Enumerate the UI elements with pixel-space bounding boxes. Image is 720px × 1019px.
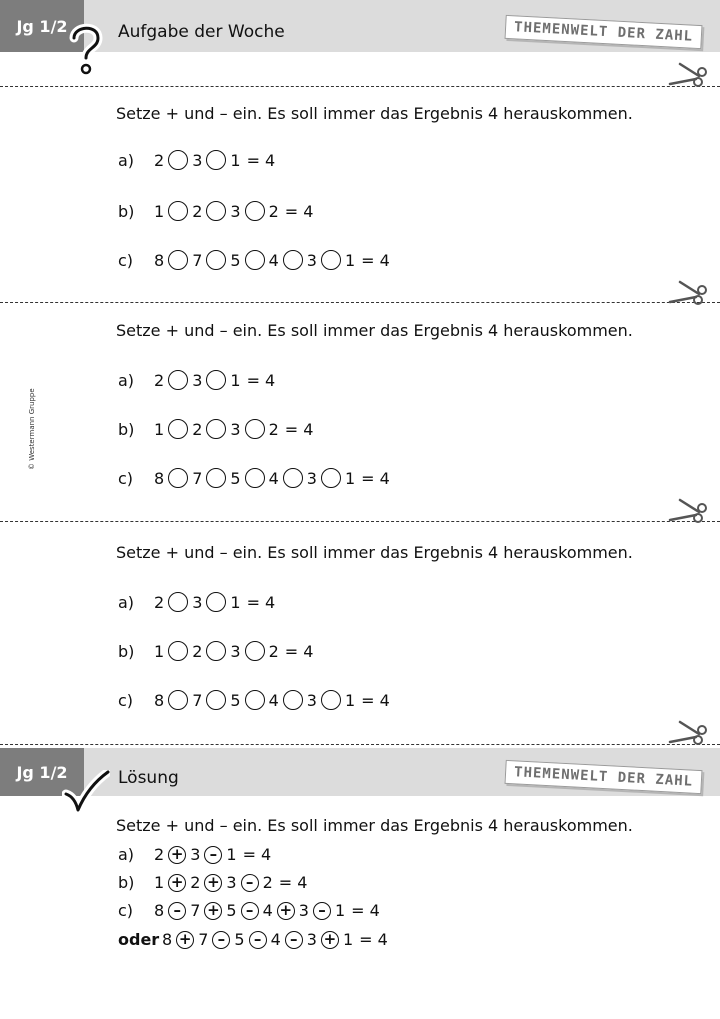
task-row-b [118,201,313,221]
operator-circle: + [321,931,339,949]
operator-circle: + [204,902,222,920]
row-label: c) [118,690,134,710]
row-label: c) [118,901,134,920]
operator-blank[interactable] [321,690,341,710]
operator-blank[interactable] [245,201,265,221]
number: 7 [190,901,201,920]
operator-circle: + [277,902,295,920]
number: 3 [190,845,201,864]
operator-circle: – [313,902,331,920]
task-row-c [118,250,390,270]
operator-blank[interactable] [206,592,226,612]
number: 2 [268,201,279,221]
row-label: a) [118,370,135,390]
number: 2 [190,873,201,892]
solution-instruction: Setze + und – ein. Es soll immer das Ergebnis 4 herauskommen. [116,816,633,835]
result: = 4 [361,468,390,488]
number: 2 [192,419,203,439]
operator-circle: – [204,846,222,864]
row-label: a) [118,845,135,864]
cut-line [0,302,720,303]
operator-blank[interactable] [206,250,226,270]
task-row-a [118,592,275,612]
number: 3 [192,592,203,612]
operator-circle: + [176,931,194,949]
number: 3 [230,201,241,221]
task-row-a [118,370,275,390]
result: = 4 [246,370,276,390]
task-row-a [118,150,275,170]
question-mark-icon [66,22,106,78]
number: 2 [154,150,165,170]
number: 2 [268,419,279,439]
task-row-c [118,690,390,710]
number: 1 [154,873,165,892]
operator-circle: – [285,931,303,949]
operator-blank[interactable] [168,419,188,439]
scissors-icon [668,60,708,90]
number: 5 [230,468,241,488]
solution-title: Lösung [118,768,179,788]
operator-blank[interactable] [168,468,188,488]
number: 2 [192,641,203,661]
solution-row-b [118,873,307,892]
cut-line [0,744,720,745]
scissors-icon [668,278,708,308]
checkmark-icon [62,770,110,814]
row-label: a) [118,150,135,170]
operator-blank[interactable] [245,690,265,710]
operator-blank[interactable] [168,250,188,270]
operator-blank[interactable] [168,201,188,221]
solution-row-alt [118,930,388,949]
cut-line [0,86,720,87]
number: 4 [268,250,279,270]
number: 3 [306,250,317,270]
number: 7 [192,468,203,488]
number: 2 [154,845,165,864]
solution-row-a [118,845,271,864]
number: 7 [198,930,209,949]
solution-grade-tag: Jg 1/2 [0,748,84,796]
number: 5 [234,930,245,949]
operator-blank[interactable] [168,690,188,710]
operator-blank[interactable] [245,468,265,488]
operator-blank[interactable] [206,419,226,439]
operator-blank[interactable] [245,641,265,661]
task-instruction: Setze + und – ein. Es soll immer das Ergebnis 4 herauskommen. [116,321,633,340]
operator-circle: + [204,874,222,892]
row-label: b) [118,873,135,892]
number: 2 [268,641,279,661]
solution-row-c [118,901,380,920]
row-label: c) [118,468,134,488]
row-label: b) [118,201,135,221]
number: 5 [230,250,241,270]
operator-circle: + [168,874,186,892]
grade-tag: Jg 1/2 [0,0,84,52]
number: 7 [192,690,203,710]
operator-blank[interactable] [206,641,226,661]
brand-label: THEMENWELT DER ZAHL [505,760,703,794]
operator-blank[interactable] [206,150,226,170]
cut-line [0,521,720,522]
row-label: b) [118,641,135,661]
page-title: Aufgabe der Woche [118,22,285,42]
operator-blank[interactable] [283,250,303,270]
number: 1 [230,150,241,170]
row-label: c) [118,250,134,270]
number: 8 [162,930,173,949]
task-row-b [118,419,313,439]
result: = 4 [246,150,276,170]
result: = 4 [242,845,272,864]
operator-circle: – [168,902,186,920]
number: 3 [230,419,241,439]
row-label: a) [118,592,135,612]
number: 3 [226,873,237,892]
operator-blank[interactable] [245,419,265,439]
operator-circle: – [241,902,259,920]
number: 3 [306,930,317,949]
result: = 4 [278,873,308,892]
row-label: oder [118,930,160,949]
number: 1 [154,641,165,661]
number: 2 [262,873,273,892]
result: = 4 [284,641,314,661]
task-row-c [118,468,390,488]
number: 1 [230,592,241,612]
number: 3 [192,150,203,170]
number: 3 [230,641,241,661]
number: 1 [230,370,241,390]
number: 5 [226,901,237,920]
result: = 4 [361,250,390,270]
number: 1 [334,901,346,920]
number: 1 [344,468,356,488]
number: 1 [226,845,237,864]
number: 1 [342,930,354,949]
operator-blank[interactable] [283,468,303,488]
scissors-icon [668,718,708,748]
operator-blank[interactable] [321,250,341,270]
number: 1 [344,690,356,710]
operator-circle: – [241,874,259,892]
number: 3 [298,901,309,920]
operator-circle: + [168,846,186,864]
number: 4 [270,930,281,949]
number: 3 [306,690,317,710]
result: = 4 [284,419,314,439]
result: = 4 [284,201,314,221]
number: 1 [344,250,356,270]
number: 2 [192,201,203,221]
task-instruction: Setze + und – ein. Es soll immer das Ergebnis 4 herauskommen. [116,543,633,562]
result: = 4 [351,901,380,920]
operator-blank[interactable] [245,250,265,270]
result: = 4 [246,592,276,612]
operator-circle: – [249,931,267,949]
operator-blank[interactable] [206,201,226,221]
number: 3 [192,370,203,390]
number: 1 [154,419,165,439]
task-instruction: Setze + und – ein. Es soll immer das Ergebnis 4 herauskommen. [116,104,633,123]
number: 2 [154,592,165,612]
operator-blank[interactable] [283,690,303,710]
number: 2 [154,370,165,390]
result: = 4 [359,930,388,949]
operator-blank[interactable] [206,370,226,390]
operator-blank[interactable] [206,468,226,488]
number: 3 [306,468,317,488]
number: 8 [154,250,165,270]
number: 5 [230,690,241,710]
number: 4 [268,468,279,488]
operator-blank[interactable] [168,641,188,661]
copyright-note: © Westermann Gruppe [28,388,36,470]
operator-blank[interactable] [206,690,226,710]
operator-blank[interactable] [168,150,188,170]
number: 4 [262,901,273,920]
result: = 4 [361,690,390,710]
number: 8 [154,468,165,488]
task-row-b [118,641,313,661]
operator-blank[interactable] [168,592,188,612]
number: 8 [154,901,165,920]
number: 1 [154,201,165,221]
operator-blank[interactable] [168,370,188,390]
operator-blank[interactable] [321,468,341,488]
row-label: b) [118,419,135,439]
number: 7 [192,250,203,270]
number: 8 [154,690,165,710]
number: 4 [268,690,279,710]
scissors-icon [668,496,708,526]
brand-label: THEMENWELT DER ZAHL [505,15,703,49]
operator-circle: – [212,931,230,949]
